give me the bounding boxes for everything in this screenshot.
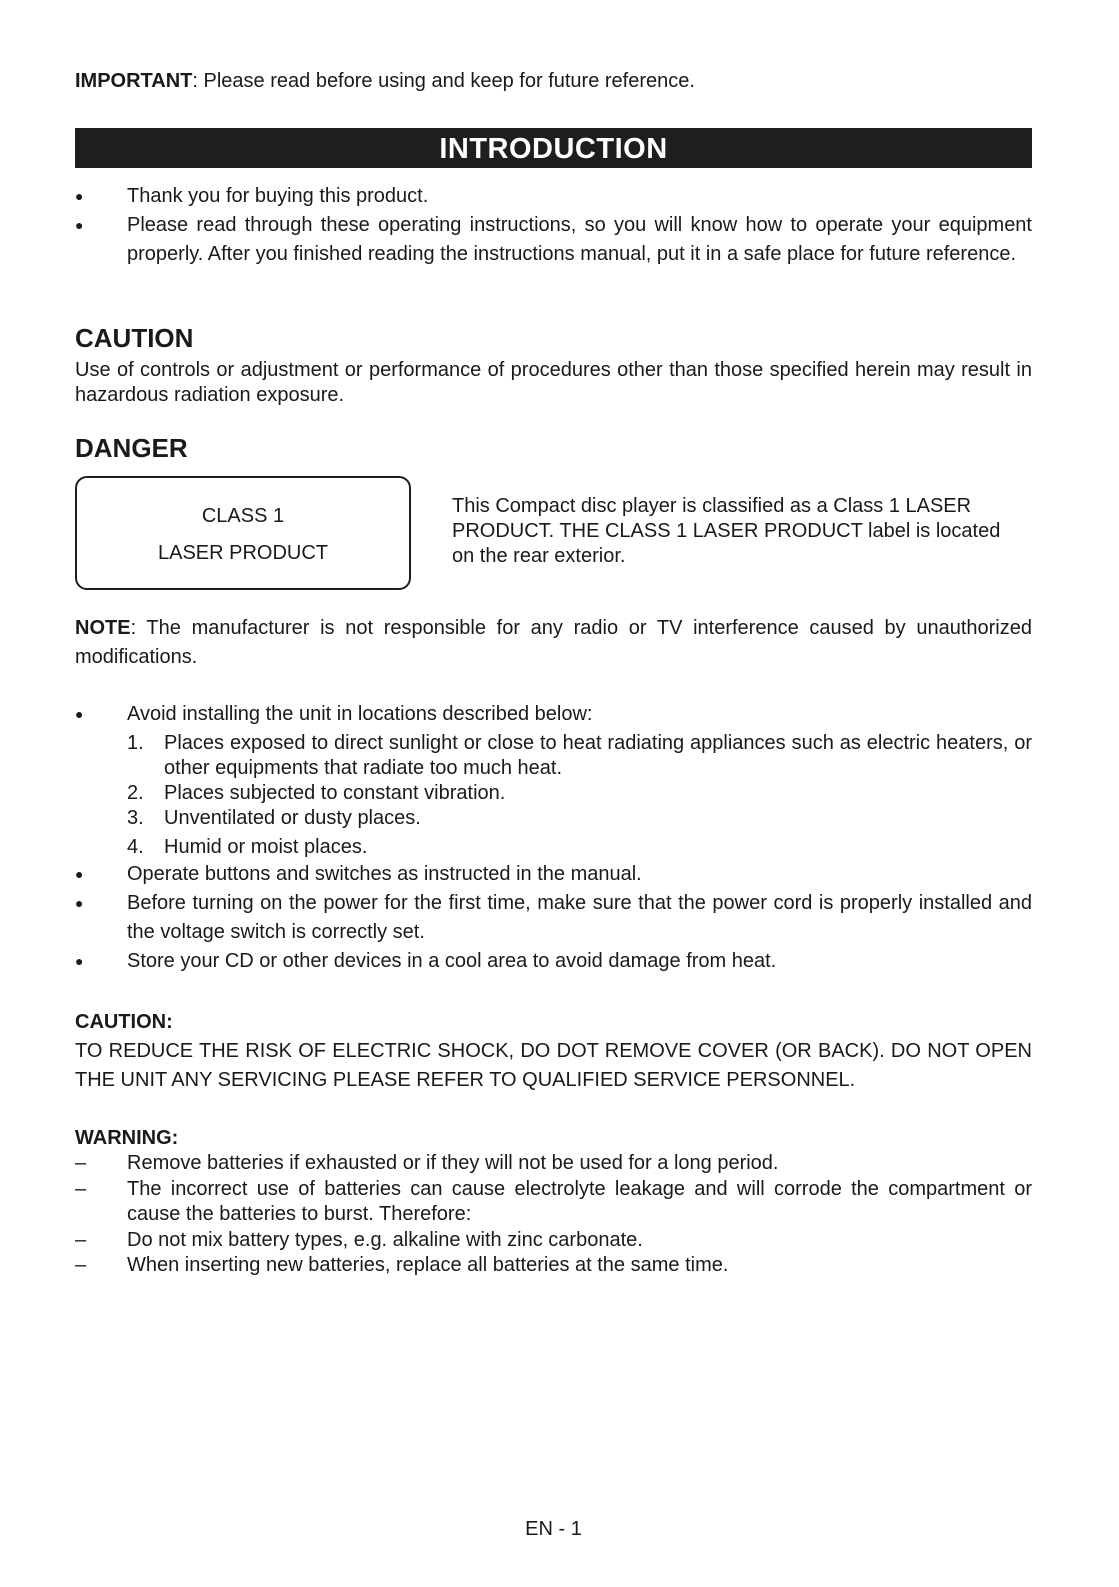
warning-item-text: Remove batteries if exhausted or if they will not be used for a long period. bbox=[127, 1152, 779, 1174]
intro-item-text: Thank you for buying this product. bbox=[127, 185, 429, 207]
list-item bbox=[75, 889, 1032, 947]
location-text: Places exposed to direct sunlight or close to heat radiating appliances such as electric heaters, or other equipments that radiate too much heat. bbox=[164, 732, 1032, 779]
location-number: 4. bbox=[127, 836, 144, 858]
install-intro-text: Avoid installing the unit in locations described below: bbox=[127, 703, 593, 725]
bullet-icon: ● bbox=[75, 188, 84, 204]
list-item bbox=[75, 947, 1032, 976]
important-text: : Please read before using and keep for future reference. bbox=[192, 70, 695, 92]
location-number: 3. bbox=[127, 807, 144, 829]
laser-product-label bbox=[75, 476, 411, 590]
caution-heading: CAUTION bbox=[75, 323, 194, 353]
list-item bbox=[75, 860, 1032, 889]
bullet-icon: ● bbox=[75, 706, 84, 722]
caution-shock-heading: CAUTION: bbox=[75, 1011, 173, 1033]
install-item-text: Operate buttons and switches as instructed in the manual. bbox=[127, 863, 642, 885]
bullet-icon: ● bbox=[75, 895, 84, 911]
location-number: 1. bbox=[127, 732, 144, 754]
important-label: IMPORTANT bbox=[75, 70, 193, 92]
location-text: Humid or moist places. bbox=[164, 836, 368, 858]
dash-icon: – bbox=[75, 1152, 87, 1174]
install-item-text: Store your CD or other devices in a cool area to avoid damage from heat. bbox=[127, 950, 777, 972]
list-item bbox=[75, 1177, 1032, 1228]
danger-heading: DANGER bbox=[75, 433, 188, 463]
important-notice bbox=[75, 67, 1032, 96]
page-number: EN - 1 bbox=[525, 1518, 582, 1540]
warning-item-text: The incorrect use of batteries can cause electrolyte leakage and will corrode the compartment or cause the batteries to burst. Therefore: bbox=[127, 1177, 1032, 1225]
laser-description: This Compact disc player is classified as a Class 1 LASER PRODUCT. THE CLASS 1 LASER PRODUCT label is located on the rear exterior. bbox=[452, 495, 1001, 567]
list-item bbox=[75, 700, 1032, 729]
laser-label-line2: LASER PRODUCT bbox=[157, 542, 329, 564]
location-text: Unventilated or dusty places. bbox=[164, 807, 421, 829]
warning-item-text: When inserting new batteries, replace all batteries at the same time. bbox=[127, 1254, 729, 1276]
introduction-banner: INTRODUCTION bbox=[75, 128, 1032, 168]
warning-list bbox=[75, 1151, 1032, 1279]
location-item bbox=[75, 806, 1032, 831]
list-item bbox=[75, 1253, 1032, 1279]
dash-icon: – bbox=[75, 1254, 87, 1276]
caution-text: Use of controls or adjustment or performance of procedures other than those specified herein may result in hazardous radiation exposure. bbox=[75, 359, 1032, 406]
laser-label-line1: CLASS 1 bbox=[201, 505, 285, 527]
location-item bbox=[75, 835, 1032, 860]
list-item bbox=[75, 1151, 1032, 1177]
bullet-icon: ● bbox=[75, 866, 84, 882]
list-item bbox=[75, 182, 1032, 211]
install-item-text: Before turning on the power for the first time, make sure that the power cord is properly installed and the voltage switch is correctly set. bbox=[127, 892, 1032, 943]
list-item bbox=[75, 1228, 1032, 1254]
bullet-icon: ● bbox=[75, 217, 84, 233]
note-paragraph bbox=[75, 614, 1032, 672]
location-item bbox=[75, 731, 1032, 781]
caution-shock-text: TO REDUCE THE RISK OF ELECTRIC SHOCK, DO DOT REMOVE COVER (OR BACK). DO NOT OPEN THE UNIT ANY SERVICING PLEASE REFER TO QUALIFIED SERVICE PERSONNEL. bbox=[75, 1040, 1032, 1091]
list-item bbox=[75, 211, 1032, 269]
location-number: 2. bbox=[127, 782, 144, 804]
bullet-icon: ● bbox=[75, 953, 84, 969]
intro-item-text: Please read through these operating instructions, so you will know how to operate your equipment properly. After you finished reading the instructions manual, put it in a safe place for future reference. bbox=[127, 214, 1032, 265]
install-list bbox=[75, 700, 1032, 976]
manual-page bbox=[75, 0, 1032, 1587]
note-label: NOTE bbox=[75, 617, 131, 639]
warning-item-text: Do not mix battery types, e.g. alkaline with zinc carbonate. bbox=[127, 1228, 643, 1251]
dash-icon: – bbox=[75, 1228, 87, 1251]
dash-icon: – bbox=[75, 1177, 87, 1200]
location-text: Places subjected to constant vibration. bbox=[164, 782, 506, 804]
location-item bbox=[75, 781, 1032, 806]
warning-heading: WARNING: bbox=[75, 1127, 179, 1149]
note-text: : The manufacturer is not responsible for any radio or TV interference caused by unauthorized modifications. bbox=[75, 617, 1032, 668]
intro-list bbox=[75, 182, 1032, 269]
